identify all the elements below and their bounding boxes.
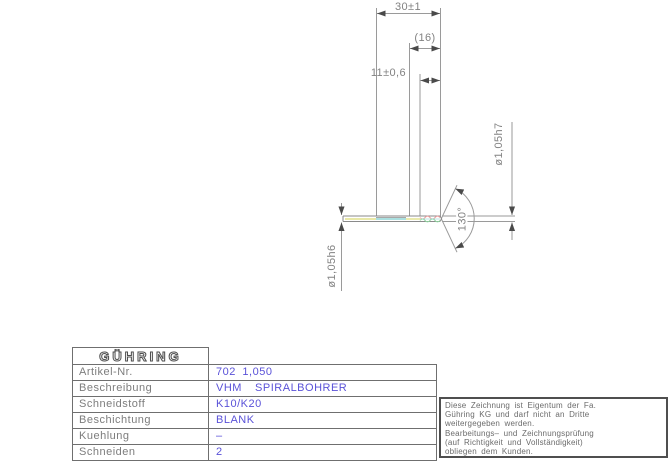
row-value: 2 — [216, 446, 223, 458]
notice-line: obliegen dem Kunden. — [445, 447, 534, 457]
dimension-lines — [342, 14, 513, 292]
table-row — [73, 397, 436, 413]
notice-line: Diese Zeichnung ist Eigentum der Fa. — [445, 401, 597, 410]
manufacturer-logo: GÜHRING — [99, 348, 182, 364]
row-label: Kuehlung — [73, 429, 209, 444]
table-row — [73, 429, 436, 445]
drill-body — [343, 216, 442, 222]
dim-point-angle: 130° — [456, 206, 469, 232]
part-data-table — [72, 347, 437, 461]
table-row — [73, 413, 436, 429]
ownership-notice — [439, 397, 668, 458]
notice-line: Gühring KG und darf nicht an Dritte — [445, 410, 590, 420]
dim-flute-length: 11±0,6 — [370, 67, 406, 79]
table-row — [73, 445, 436, 460]
table-row — [73, 365, 436, 381]
row-value: VHM SPIRALBOHRER — [216, 382, 348, 394]
manufacturer-logo-box — [72, 347, 209, 365]
row-label: Beschreibung — [73, 381, 209, 396]
row-value: – — [216, 430, 223, 442]
dim-diameter-h6: ø1,05h6 — [326, 244, 338, 288]
extension-lines — [377, 8, 516, 222]
dim-diameter-h7: ø1,05h7 — [493, 122, 505, 166]
row-value: 702 1,050 — [216, 366, 273, 378]
row-value: K10/K20 — [216, 398, 262, 410]
notice-line: weitergegeben werden. — [445, 419, 535, 429]
row-label: Artikel-Nr. — [73, 365, 209, 380]
row-label: Beschichtung — [73, 413, 209, 428]
table-row — [73, 381, 436, 397]
row-label: Schneiden — [73, 445, 209, 460]
row-value: BLANK — [216, 414, 255, 426]
row-label: Schneidstoff — [73, 397, 209, 412]
part-table-body — [72, 364, 437, 461]
notice-line: (auf Richtigkeit und Vollständigkeit) — [445, 437, 583, 447]
dim-ref-length: (16) — [414, 32, 436, 44]
notice-line: Bearbeitungs– und Zeichnungsprüfung — [445, 428, 594, 438]
dim-total-length: 30±1 — [395, 1, 421, 13]
